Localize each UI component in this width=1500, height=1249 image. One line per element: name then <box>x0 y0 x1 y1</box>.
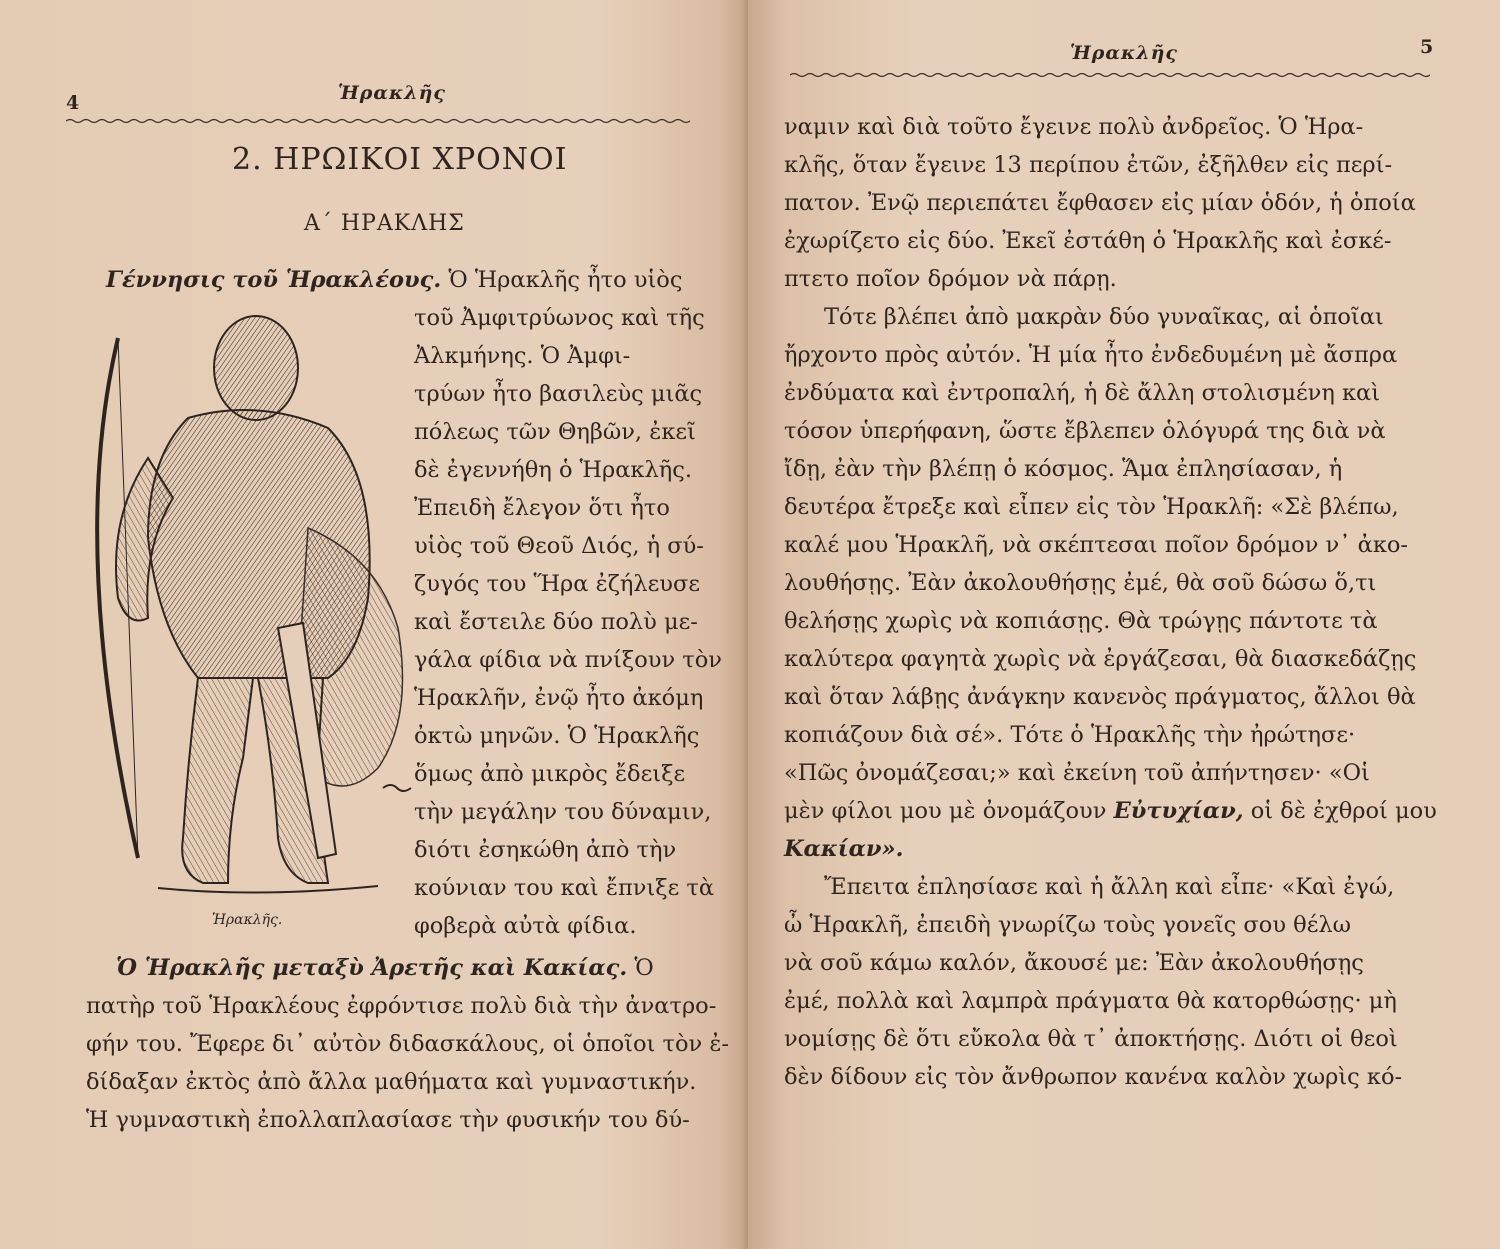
text-fragment: μὲν φίλοι μου μὲ ὀνομάζουν <box>784 798 1107 824</box>
text-line: Ἡρακλῆν, ἐνῷ ἦτο ἀκόμη <box>414 685 704 711</box>
page-number-left: 4 <box>66 92 80 114</box>
text-line: καὶ ὅταν λάβῃς ἀνάγκην κανενὸς πράγματος, ἄλλοι θὰ <box>784 684 1416 710</box>
header-rule-right <box>790 72 1430 78</box>
header-rule-left <box>66 118 694 124</box>
text-line: Ἔπειτα ἐπλησίασε καὶ ἡ ἄλλη καὶ εἶπε· «Καὶ ἐγώ, <box>824 874 1395 900</box>
figure-caption: Ἡρακλῆς. <box>212 912 283 928</box>
text-line: ὅμως ἀπὸ μικρὸς ἔδειξε <box>414 761 686 787</box>
text-line: ἴδῃ, ἐὰν τὴν βλέπῃ ὁ κόσμος. Ἅμα ἐπλησίασαν, ἡ <box>784 456 1343 482</box>
first-line-rest: Ὁ Ἡρακλῆς ἦτο υἱὸς <box>448 267 683 293</box>
text-line: θελήσῃς χωρὶς νὰ κοπιάσῃς. Θὰ τρώγῃς πάντοτε τὰ <box>784 608 1378 634</box>
text-line: πόλεως τῶν Θηβῶν, ἐκεῖ <box>414 419 696 445</box>
text-fragment: οἱ δὲ ἐχθροί μου <box>1250 798 1437 824</box>
text-line: πτετο ποῖον δρόμον νὰ πάρῃ. <box>784 266 1117 292</box>
text-line: ἐμέ, πολλὰ καὶ λαμπρὰ πράγματα θὰ κατορθώσῃς· μὴ <box>784 988 1397 1014</box>
text-line: πατον. Ἐνῷ περιεπάτει ἔφθασεν εἰς μίαν ὁδόν, ἡ ὁποία <box>784 190 1416 216</box>
text-line: ὦ Ἡρακλῆ, ἐπειδὴ γνωρίζω τοὺς γονεῖς σου θέλω <box>784 912 1351 938</box>
text-line: κοπιάζουν διὰ σέ». Τότε ὁ Ἡρακλῆς τὴν ἠρώτησε· <box>784 722 1356 748</box>
chapter-heading: 2. ΗΡΩΙΚΟΙ ΧΡΟΝΟΙ <box>232 142 568 177</box>
section-heading: Α΄ ΗΡΑΚΛΗΣ <box>304 211 465 236</box>
text-line <box>784 798 1437 824</box>
text-line: Τότε βλέπει ἀπὸ μακρὰν δύο γυναῖκας, αἱ ὁποῖαι <box>824 304 1384 330</box>
text-line: δευτέρα ἔτρεξε καὶ εἶπεν εἰς τὸν Ἡρακλῆ: «Σὲ βλέπω, <box>784 494 1399 520</box>
kakia-word: Κακίαν». <box>784 836 904 862</box>
first-line <box>106 267 682 293</box>
text-line: λουθήσῃς. Ἐὰν ἀκολουθήσῃς ἐμέ, θὰ σοῦ δώσω ὅ,τι <box>784 570 1377 596</box>
running-title-right: Ἡρακλῆς <box>1070 42 1178 64</box>
text-line: Ἡ γυμναστικὴ ἐπολλαπλασίασε τὴν φυσικήν του δύ- <box>86 1107 690 1133</box>
text-line: διότι ἐσηκώθη ἀπὸ τὴν <box>414 837 677 863</box>
text-line: Ἐπειδὴ ἔλεγον ὅτι ἦτο <box>414 495 670 521</box>
text-line: «Πῶς ὀνομάζεσαι;» καὶ ἐκείνη τοῦ ἀπήντησεν· «Οἱ <box>784 760 1370 786</box>
text-line: τρύων ἦτο βασιλεὺς μιᾶς <box>414 381 703 407</box>
text-line: γάλα φίδια νὰ πνίξουν τὸν <box>414 647 722 673</box>
heracles-illustration <box>78 298 430 903</box>
text-line: δὲ ἐγεννήθη ὁ Ἡρακλῆς. <box>414 457 692 483</box>
text-line: δὲν δίδουν εἰς τὸν ἄνθρωπον κανένα καλὸν χωρὶς κό- <box>784 1064 1403 1090</box>
text-line: ζυγός του Ἥρα ἐζήλευσε <box>414 571 700 597</box>
text-line: τὴν μεγάλην του δύναμιν, <box>414 799 712 825</box>
text-line: Ἀλκμήνης. Ὁ Ἀμφι- <box>414 343 631 369</box>
text-line: ἐνδύματα καὶ ἐντροπαλή, ἡ δὲ ἄλλη στολισμένη καὶ <box>784 380 1381 406</box>
subheading-line-rest: Ὁ <box>634 955 654 981</box>
text-line: κλῆς, ὅταν ἔγεινε 13 περίπου ἐτῶν, ἐξῆλθεν εἰς περί- <box>784 152 1393 178</box>
subheading-birth: Γέννησις τοῦ Ἡρακλέους. <box>106 267 442 293</box>
left-page <box>0 0 748 1249</box>
page-number-right: 5 <box>1420 36 1434 58</box>
text-line: τοῦ Ἀμφιτρύωνος καὶ τῆς <box>414 305 705 331</box>
subheading-line <box>116 955 654 981</box>
subheading-virtue-vice: Ὁ Ἡρακλῆς μεταξὺ Ἀρετῆς καὶ Κακίας. <box>116 955 628 981</box>
eutychia-word: Εὐτυχίαν, <box>1113 798 1244 824</box>
text-line: δίδαξαν ἐκτὸς ἀπὸ ἄλλα μαθήματα καὶ γυμναστικήν. <box>86 1069 697 1095</box>
text-line: ἐχωρίζετο εἰς δύο. Ἐκεῖ ἐστάθη ὁ Ἡρακλῆς καὶ ἐσκέ- <box>784 228 1392 254</box>
text-line: ναμιν καὶ διὰ τοῦτο ἔγεινε πολὺ ἀνδρεῖος. Ὁ Ἡρα- <box>784 114 1364 140</box>
text-line: ὀκτὼ μηνῶν. Ὁ Ἡρακλῆς <box>414 723 700 749</box>
text-line: καλέ μου Ἡρακλῆ, νὰ σκέπτεσαι ποῖον δρόμον ν᾽ ἀκο- <box>784 532 1409 558</box>
right-page <box>748 0 1500 1249</box>
text-line: φήν του. Ἔφερε δι᾽ αὐτὸν διδασκάλους, οἱ ὁποῖοι τὸν ἐ- <box>86 1031 729 1057</box>
text-line: πατὴρ τοῦ Ἡρακλέους ἐφρόντισε πολὺ διὰ τὴν ἀνατρο- <box>86 993 717 1019</box>
running-title-left: Ἡρακλῆς <box>338 82 446 104</box>
text-line: υἱὸς τοῦ Θεοῦ Διός, ἡ σύ- <box>414 533 704 559</box>
text-line: φοβερὰ αὐτὰ φίδια. <box>414 913 637 939</box>
text-line: κούνιαν του καὶ ἔπνιξε τὰ <box>414 875 715 901</box>
text-line: νὰ σοῦ κάμω καλόν, ἄκουσέ με: Ἐὰν ἀκολουθήσῃς <box>784 950 1364 976</box>
text-line: καὶ ἔστειλε δύο πολὺ με- <box>414 609 698 635</box>
text-line: καλύτερα φαγητὰ χωρὶς νὰ ἐργάζεσαι, θὰ διασκεδάζῃς <box>784 646 1417 672</box>
text-line: νομίσῃς δὲ ὅτι εὔκολα θὰ τ᾽ ἀποκτήσῃς. Διότι οἱ θεοὶ <box>784 1026 1398 1052</box>
text-line: τόσον ὑπερήφανη, ὥστε ἔβλεπεν ὁλόγυρά της διὰ νὰ <box>784 418 1386 444</box>
text-line: ἤρχοντο πρὸς αὐτόν. Ἡ μία ἦτο ἐνδεδυμένη μὲ ἄσπρα <box>784 342 1398 368</box>
